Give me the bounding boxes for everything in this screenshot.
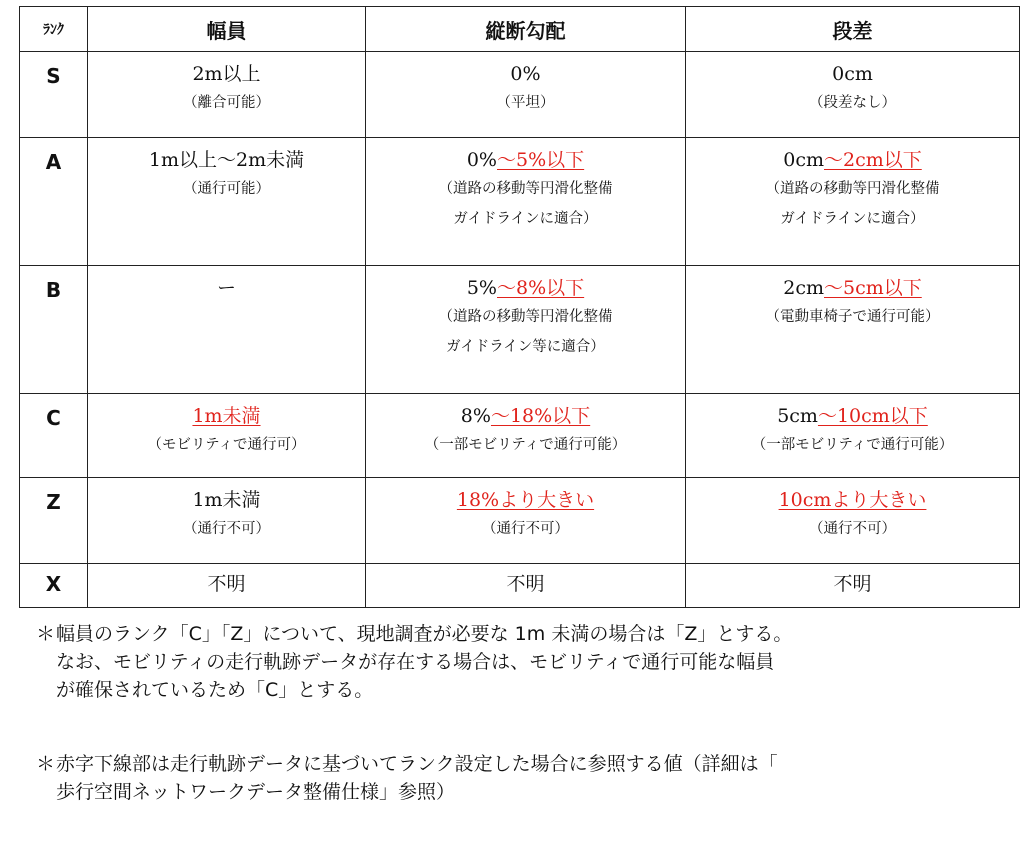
note-line: 幅員のランク「C」「Z」について、現地調査が必要な 1m 未満の場合は「Z」とする。 — [56, 623, 793, 645]
cell-value — [366, 266, 685, 300]
cell-note: （通行不可） — [809, 521, 896, 537]
cell-note: （段差なし） — [809, 95, 896, 111]
step-cell — [686, 478, 1020, 564]
rank-cell: Z — [20, 478, 88, 564]
cell-value — [366, 52, 685, 86]
width-cell — [88, 478, 366, 564]
highlight-value: ～2cm以下 — [824, 149, 922, 171]
value-text: 不明 — [833, 573, 872, 595]
rank-cell: A — [20, 138, 88, 266]
header-rank: ﾗﾝｸ — [20, 7, 88, 52]
cell-note: ガイドラインに適合） — [780, 211, 925, 227]
value-text: 2cm — [783, 277, 824, 299]
step-cell — [686, 52, 1020, 138]
cell-note: （通行不可） — [482, 521, 569, 537]
value-text: 不明 — [506, 573, 545, 595]
width-cell — [88, 138, 366, 266]
cell-value — [88, 478, 365, 512]
table-row — [20, 394, 1020, 478]
highlight-value: 1m未満 — [192, 405, 261, 427]
cell-note: （平坦） — [496, 95, 555, 111]
cell-note: （通行可能） — [183, 181, 270, 197]
cell-value — [366, 138, 685, 172]
highlight-value: ～5cm以下 — [824, 277, 922, 299]
rank-cell: X — [20, 564, 88, 608]
width-cell — [88, 394, 366, 478]
rank-table — [19, 6, 1020, 608]
cell-value — [366, 478, 685, 512]
value-text: 不明 — [207, 573, 246, 595]
note-width-rank — [36, 620, 1006, 704]
slope-cell — [366, 394, 686, 478]
header-step: 段差 — [686, 7, 1020, 52]
value-text: 1m未満 — [192, 489, 261, 511]
cell-note: ガイドライン等に適合） — [446, 339, 605, 355]
cell-note: ガイドラインに適合） — [453, 211, 598, 227]
cell-note: （道路の移動等円滑化整備 — [438, 309, 613, 325]
header-slope: 縦断勾配 — [366, 7, 686, 52]
value-text: 8% — [460, 405, 491, 427]
cell-note: （通行不可） — [183, 521, 270, 537]
cell-value — [686, 478, 1019, 512]
step-cell — [686, 394, 1020, 478]
table-row — [20, 266, 1020, 394]
table-row — [20, 138, 1020, 266]
width-cell — [88, 52, 366, 138]
step-cell — [686, 138, 1020, 266]
cell-value — [88, 394, 365, 428]
header-row — [20, 7, 1020, 52]
width-cell — [88, 564, 366, 608]
value-text: 0cm — [832, 63, 873, 85]
cell-value — [686, 138, 1019, 172]
note-line: が確保されているため「C」とする。 — [56, 679, 374, 701]
table-row — [20, 52, 1020, 138]
value-text: 0% — [510, 63, 541, 85]
value-text: 0% — [466, 149, 497, 171]
cell-note: （道路の移動等円滑化整備 — [765, 181, 940, 197]
slope-cell — [366, 478, 686, 564]
step-cell — [686, 564, 1020, 608]
slope-cell — [366, 138, 686, 266]
highlight-value: ～5%以下 — [497, 149, 585, 171]
note-mark: ＊ — [36, 753, 56, 775]
cell-value — [88, 564, 365, 596]
note-line: 赤字下線部は走行軌跡データに基づいてランク設定した場合に参照する値（詳細は「 — [56, 753, 778, 775]
cell-value — [366, 564, 685, 596]
cell-note: （一部モビリティで通行可能） — [424, 437, 627, 453]
cell-note: （道路の移動等円滑化整備 — [438, 181, 613, 197]
highlight-value: 10cmより大きい — [778, 489, 927, 511]
value-text: 5cm — [777, 405, 818, 427]
cell-note: （離合可能） — [183, 95, 270, 111]
cell-value — [88, 138, 365, 172]
width-cell — [88, 266, 366, 394]
highlight-value: ～8%以下 — [497, 277, 585, 299]
notes-section — [36, 620, 1006, 806]
note-line: 歩行空間ネットワークデータ整備仕様」参照） — [56, 781, 456, 803]
value-text: 5% — [466, 277, 497, 299]
cell-value — [686, 394, 1019, 428]
cell-value — [686, 266, 1019, 300]
slope-cell — [366, 52, 686, 138]
cell-note: （モビリティで通行可） — [147, 437, 306, 453]
value-text: ー — [216, 277, 236, 299]
rank-cell: B — [20, 266, 88, 394]
rank-cell: S — [20, 52, 88, 138]
highlight-value: 18%より大きい — [456, 489, 595, 511]
cell-value — [88, 266, 365, 300]
table-row — [20, 478, 1020, 564]
cell-note: （一部モビリティで通行可能） — [751, 437, 954, 453]
highlight-value: ～10cm以下 — [817, 405, 928, 427]
note-red-underline — [36, 750, 1006, 806]
value-text: 0cm — [783, 149, 824, 171]
value-text: 2m以上 — [192, 63, 261, 85]
note-mark: ＊ — [36, 623, 56, 645]
header-width: 幅員 — [88, 7, 366, 52]
note-line: なお、モビリティの走行軌跡データが存在する場合は、モビリティで通行可能な幅員 — [56, 651, 775, 673]
rank-cell: C — [20, 394, 88, 478]
slope-cell — [366, 266, 686, 394]
cell-note: （電動車椅子で通行可能） — [765, 309, 940, 325]
cell-value — [686, 564, 1019, 596]
value-text: 1m以上～2m未満 — [148, 149, 305, 171]
cell-value — [686, 52, 1019, 86]
cell-value — [88, 52, 365, 86]
highlight-value: ～18%以下 — [490, 405, 591, 427]
cell-value — [366, 394, 685, 428]
table-row — [20, 564, 1020, 608]
slope-cell — [366, 564, 686, 608]
step-cell — [686, 266, 1020, 394]
